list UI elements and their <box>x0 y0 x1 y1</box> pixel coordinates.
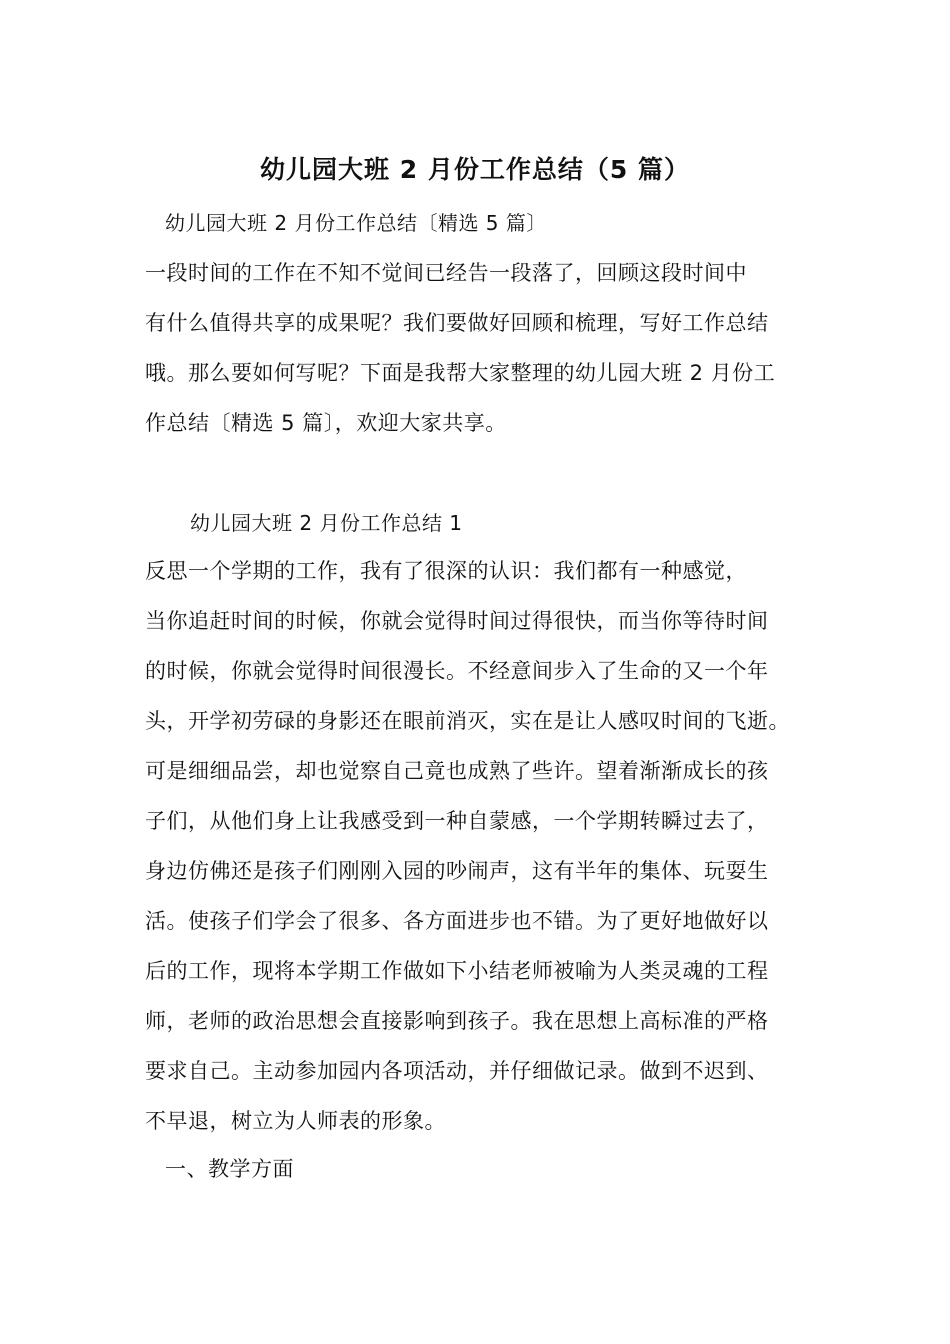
paragraph-line: 当你追赶时间的时候，你就会觉得时间过得很快，而当你等待时间 <box>145 609 769 633</box>
paragraph-line: 身边仿佛还是孩子们刚刚入园的吵闹声，这有半年的集体、玩耍生 <box>145 859 769 883</box>
section-paragraph <box>145 556 835 1156</box>
section-heading: 幼儿园大班 2 月份工作总结 1 <box>190 511 463 535</box>
paragraph-line: 可是细细品尝，却也觉察自己竟也成熟了些许。望着渐渐成长的孩 <box>145 759 769 783</box>
document-title: 幼儿园大班 2 月份工作总结（5 篇） <box>260 155 690 184</box>
subheading: 一、教学方面 <box>165 1157 294 1181</box>
paragraph-line: 不早退，树立为人师表的形象。 <box>145 1109 446 1133</box>
paragraph-line: 的时候，你就会觉得时间很漫长。不经意间步入了生命的又一个年 <box>145 659 769 683</box>
intro-line: 一段时间的工作在不知不觉间已经告一段落了，回顾这段时间中 <box>145 261 747 285</box>
document-subtitle: 幼儿园大班 2 月份工作总结〔精选 5 篇〕 <box>165 211 547 235</box>
paragraph-line: 头，开学初劳碌的身影还在眼前消灭，实在是让人感叹时间的飞逝。 <box>145 709 790 733</box>
intro-line: 作总结〔精选 5 篇〕，欢迎大家共享。 <box>145 411 507 435</box>
paragraph-line: 要求自己。主动参加园内各项活动，并仔细做记录。做到不迟到、 <box>145 1059 769 1083</box>
paragraph-line: 后的工作，现将本学期工作做如下小结老师被喻为人类灵魂的工程 <box>145 959 769 983</box>
paragraph-line: 师，老师的政治思想会直接影响到孩子。我在思想上高标准的严格 <box>145 1009 769 1033</box>
intro-paragraph <box>145 258 835 458</box>
paragraph-line: 反思一个学期的工作，我有了很深的认识：我们都有一种感觉， <box>145 559 747 583</box>
intro-line: 哦。那么要如何写呢？下面是我帮大家整理的幼儿园大班 2 月份工 <box>145 361 776 385</box>
intro-line: 有什么值得共享的成果呢？我们要做好回顾和梳理，写好工作总结 <box>145 311 769 335</box>
paragraph-line: 子们，从他们身上让我感受到一种自蒙感，一个学期转瞬过去了， <box>145 809 769 833</box>
paragraph-line: 活。使孩子们学会了很多、各方面进步也不错。为了更好地做好以 <box>145 909 769 933</box>
